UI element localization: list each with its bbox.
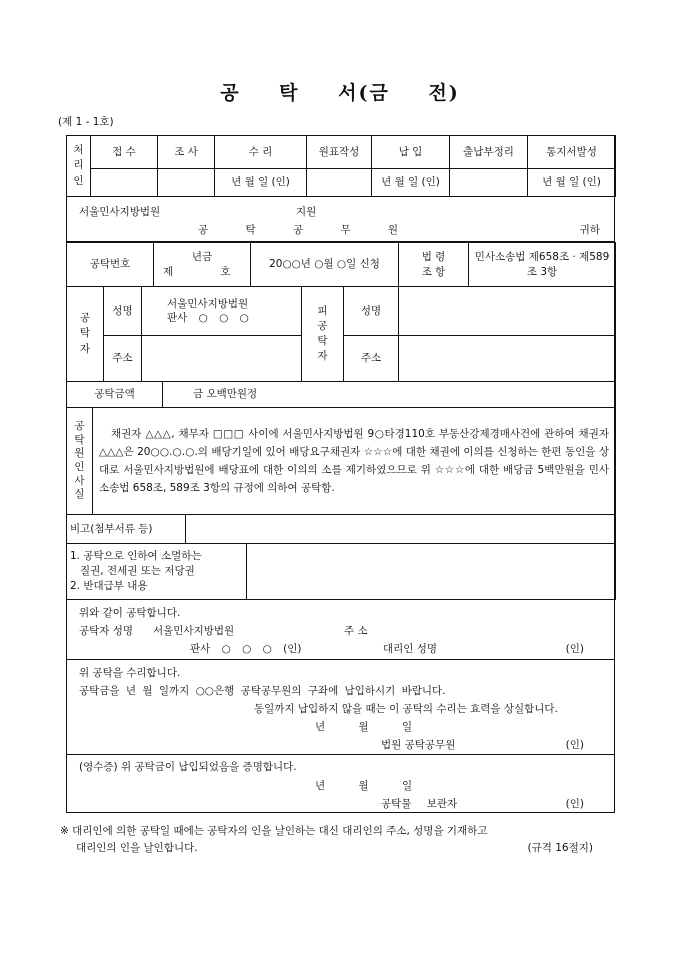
court-branch: 지원 — [296, 206, 317, 218]
deposit-number-label: 공탁번호 — [67, 243, 154, 287]
court-name: 서울민사지방법원 — [79, 206, 161, 218]
reason-table — [66, 407, 616, 515]
processing-table — [66, 135, 616, 197]
depositor-address[interactable] — [142, 336, 302, 382]
declaration-court: 서울민사지방법원 — [153, 625, 235, 637]
acceptance-line3: 동일까지 납입하지 않을 때는 이 공탁의 수리는 효력을 상실합니다. — [254, 703, 558, 715]
depositee-address[interactable] — [399, 336, 616, 382]
cell-receive[interactable] — [91, 169, 158, 197]
accept-date[interactable]: 년 월 일 (인) — [215, 169, 307, 197]
notice-date[interactable]: 년 월 일 (인) — [528, 169, 616, 197]
header-accept: 수 리 — [215, 136, 307, 169]
depositor-name-label-2: 공탁자 성명 — [79, 625, 134, 637]
remarks-table — [66, 514, 616, 544]
footnote-line2: 대리인의 인을 날인합니다. — [76, 841, 198, 854]
extinction-label: 1. 공탁으로 인하여 소멸하는 질권, 전세권 또는 저당권 2. 반대급부 내용 — [67, 544, 247, 600]
paper-size: (규격 16절지) — [527, 841, 593, 854]
depositee-name-label: 성명 — [344, 287, 399, 336]
no-label: 제 호 — [163, 265, 231, 278]
declaration-block — [66, 599, 615, 660]
header-receive: 접 수 — [91, 136, 158, 169]
apply-date[interactable]: 20○○년 ○월 ○일 신청 — [251, 243, 399, 287]
depositee-addr-label: 주소 — [344, 336, 399, 382]
depositor-addr-label: 주소 — [104, 336, 142, 382]
remarks-label: 비고(첨부서류 등) — [67, 515, 186, 544]
amount-value[interactable]: 금 오백만원정 — [163, 382, 616, 408]
extinction-table — [66, 543, 616, 600]
extinction-value[interactable] — [247, 544, 616, 600]
footnote-mark: ※ — [60, 825, 69, 837]
footnote — [60, 823, 625, 857]
reason-text[interactable]: 채권자 △△△, 채무자 □□□ 사이에 서울민사지방법원 9○타경110호 부동산강제경매사건에 관하여 채권자 △△△은 20○○.○.○.의 배당기일에 있어 배당요구채권자 ☆☆☆에 대한 채권에 이의를 신청하는 한편 동인을 상대로 서울민사지방법원에 배당표에 대한 이의의 소를 제기하였으므로 위 ☆☆☆에 대한 배당금 5백만원을 민사소송법 658조, 589조 3항의 규정에 의하여 공탁함. — [93, 408, 616, 515]
depositor-court: 서울민사지방법원 — [167, 297, 249, 310]
header-ledger: 원표작성 — [307, 136, 372, 169]
deposit-number-table — [66, 242, 616, 287]
acceptance-block — [66, 660, 615, 755]
depositee-name[interactable] — [399, 287, 616, 336]
parties-table — [66, 286, 616, 382]
amount-label: 공탁금액 — [67, 382, 163, 408]
footnote-line1: 대리인에 의한 공탁일 때에는 공탁자의 인을 날인하는 대신 대리인의 주소, 성명을 기재하고 — [72, 825, 488, 837]
acceptance-date: 년 월 일 — [315, 721, 413, 733]
depositee-label: 피 공 탁 자 — [302, 287, 344, 382]
law-text: 민사소송법 제658조 · 제589조 3항 — [469, 243, 616, 287]
agent-name-label: 대리인 성명 — [383, 643, 438, 655]
receipt-seal: (인) — [565, 798, 584, 810]
declaration-line: 위와 같이 공탁합니다. — [79, 607, 181, 619]
amount-table — [66, 381, 616, 408]
cell-inspect[interactable] — [158, 169, 215, 197]
acceptance-officer: 법원 공탁공무원 — [381, 739, 456, 751]
court-addressee — [66, 196, 615, 242]
header-cashbook: 출납부정리 — [450, 136, 528, 169]
acceptance-line1: 위 공탁을 수리합니다. — [79, 667, 181, 679]
depositor-label: 공 탁 자 — [67, 287, 104, 382]
document-title: 공 탁 서(금 전) — [220, 82, 460, 104]
acceptance-seal: (인) — [565, 739, 584, 751]
agent-seal: (인) — [565, 643, 584, 655]
header-notice: 통지서발성 — [528, 136, 616, 169]
declaration-judge: 판사 ○ ○ ○ (인) — [190, 643, 302, 655]
reason-label: 공 탁 원 인 사 실 — [67, 408, 93, 515]
receipt-line1: (영수증) 위 공탁금이 납입되었음을 증명합니다. — [79, 761, 297, 773]
header-payment: 납 입 — [372, 136, 450, 169]
honorific: 귀하 — [579, 224, 600, 236]
depositor-name[interactable] — [142, 287, 302, 336]
law-label: 법 령 조 항 — [399, 243, 469, 287]
receipt-block — [66, 755, 615, 813]
depositor-judge: 판사 ○ ○ ○ — [167, 312, 249, 324]
custodian-label: 공탁물 보관자 — [381, 798, 458, 810]
declaration-addr-label: 주 소 — [344, 625, 368, 637]
cell-cashbook[interactable] — [450, 169, 528, 197]
payment-date[interactable]: 년 월 일 (인) — [372, 169, 450, 197]
cell-ledger[interactable] — [307, 169, 372, 197]
acceptance-line2: 공탁금을 년 월 일까지 ○○은행 공탁공무원의 구좌에 납입하시기 바랍니다. — [79, 685, 446, 697]
year-label: 년금 — [191, 251, 213, 264]
form-number: (제 1 - 1호) — [58, 116, 114, 128]
deposit-officer: 공 탁 공 무 원 — [198, 224, 399, 236]
header-inspect: 조 사 — [158, 136, 215, 169]
deposit-number-value[interactable] — [154, 243, 251, 287]
processor-label: 처 리 인 — [67, 136, 91, 197]
receipt-date: 년 월 일 — [315, 780, 413, 792]
depositor-name-label: 성명 — [104, 287, 142, 336]
remarks-value[interactable] — [186, 515, 616, 544]
